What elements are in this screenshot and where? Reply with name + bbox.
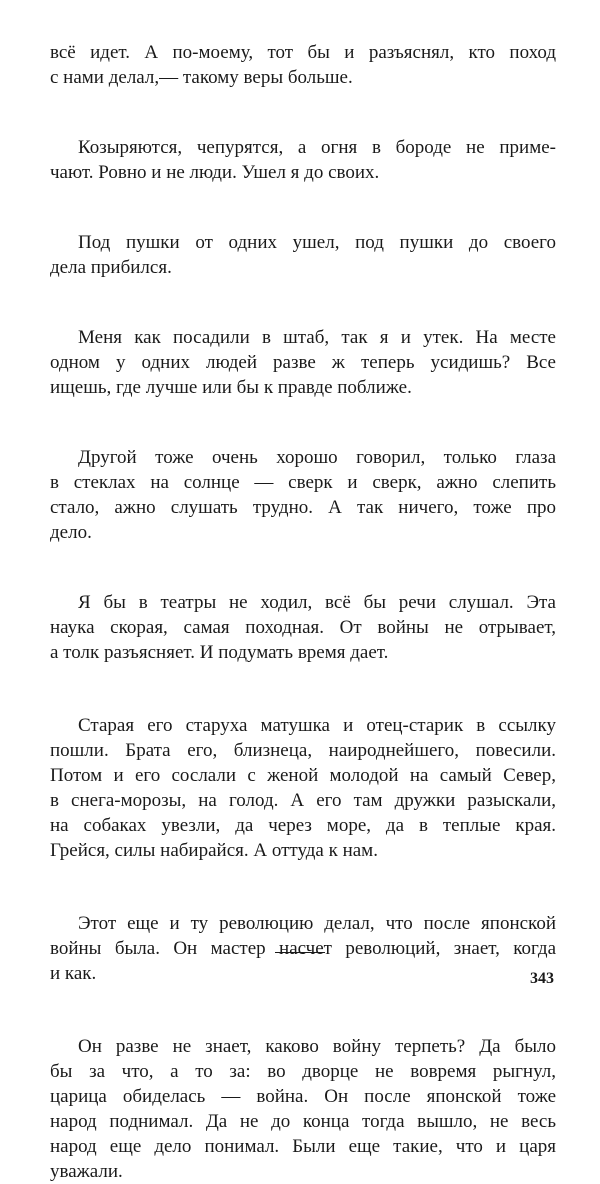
text-line: Потом и его сослали с женой молодой на самый Север, (50, 765, 556, 786)
text-line: одном у одних людей разве ж теперь усидишь? Все (50, 352, 556, 373)
paragraph-gap (50, 400, 556, 445)
text-line: пошли. Брата его, близнеца, наироднейшего, повесили. (50, 740, 556, 761)
text-line: царица обиделась — война. Он после японской тоже (50, 1086, 556, 1107)
text-line: Я бы в театры не ходил, всё бы речи слушал. Эта (78, 592, 556, 613)
paragraph-5 (50, 445, 556, 545)
text-line: на собаках увезли, да через море, да в теплые края. (50, 815, 556, 836)
paragraph-9 (50, 1034, 556, 1184)
text-line: и как. (50, 963, 97, 984)
text-line: с нами делал,— такому веры больше. (50, 67, 353, 88)
text-line: в стеклах на солнце — сверк и сверк, ажно слепить (50, 472, 556, 493)
text-line: Под пушки от одних ушел, под пушки до своего (78, 232, 556, 253)
text-line: Этот еще и ту революцию делал, что после японской (78, 913, 556, 934)
paragraph-3 (50, 230, 556, 280)
paragraph-7 (50, 713, 556, 863)
text-line: войны была. Он мастер насчет революций, знает, когда (50, 938, 556, 959)
paragraph-gap (50, 545, 556, 590)
paragraph-gap (50, 90, 556, 135)
page-number: 343 (530, 970, 554, 987)
text-line: Грейся, силы набирайся. А оттуда к нам. (50, 840, 378, 861)
paragraph-gap (50, 185, 556, 230)
paragraph-gap (50, 986, 556, 1034)
section-separator-rule (275, 952, 325, 953)
text-line: чают. Ровно и не люди. Ушел я до своих. (50, 162, 380, 183)
text-line: дела прибился. (50, 257, 172, 278)
text-line: Козыряются, чепурятся, а огня в бороде не приме- (78, 137, 556, 158)
text-line: ищешь, где лучше или бы к правде поближе. (50, 377, 412, 398)
paragraph-2 (50, 135, 556, 185)
text-line: Меня как посадили в штаб, так я и утек. На месте (78, 327, 556, 348)
text-line: дело. (50, 522, 92, 543)
text-line: уважали. (50, 1161, 123, 1182)
paragraph-1 (50, 40, 556, 90)
text-line: народ еще дело понимал. Были еще такие, что и царя (50, 1136, 556, 1157)
paragraph-gap (50, 863, 556, 911)
text-line: бы за что, а то за: во дворце не вовремя рыгнул, (50, 1061, 556, 1082)
paragraph-gap (50, 665, 556, 713)
text-line: всё идет. А по-моему, тот бы и разъяснял, кто поход (50, 42, 556, 63)
text-line: наука скорая, самая походная. От войны не отрывает, (50, 617, 556, 638)
text-line: а толк разъясняет. И подумать время дает. (50, 642, 389, 663)
paragraph-8 (50, 911, 556, 986)
page-body (50, 40, 556, 1184)
text-line: народ поднимал. Да не до конца тогда вышло, не весь (50, 1111, 556, 1132)
paragraph-6 (50, 590, 556, 665)
text-line: стало, ажно слушать трудно. А так ничего, тоже про (50, 497, 556, 518)
text-line: Старая его старуха матушка и отец-старик в ссылку (78, 715, 556, 736)
text-line: Другой тоже очень хорошо говорил, только глаза (78, 447, 556, 468)
paragraph-gap (50, 280, 556, 325)
paragraph-4 (50, 325, 556, 400)
text-line: в снега-морозы, на голод. А его там дружки разыскали, (50, 790, 556, 811)
text-line: Он разве не знает, каково войну терпеть? Да было (78, 1036, 556, 1057)
